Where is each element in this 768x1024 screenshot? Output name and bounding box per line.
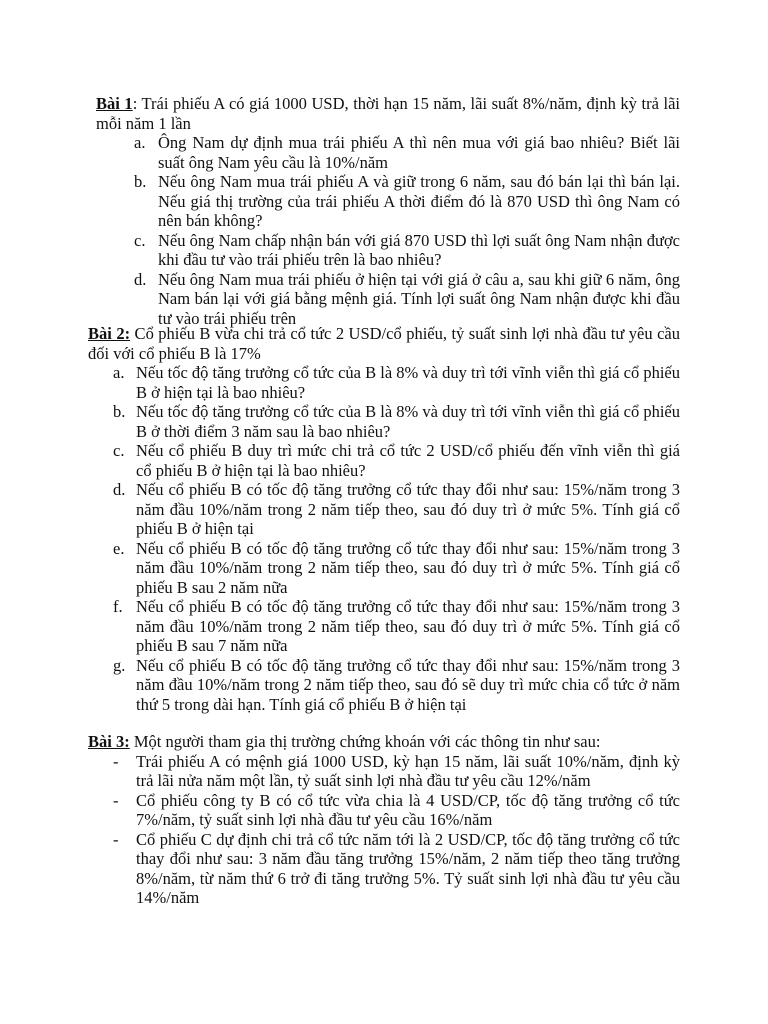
exercise-3-item-stock-b xyxy=(113,790,680,830)
exercise-2-list xyxy=(88,363,680,714)
exercise-2-item-c xyxy=(113,441,680,480)
exercise-2-item-b xyxy=(113,402,680,441)
item-marker: g. xyxy=(113,655,126,675)
exercise-1-item-a xyxy=(134,133,680,172)
exercise-1-intro xyxy=(96,94,680,133)
exercise-2-item-g xyxy=(113,655,680,715)
item-marker: b. xyxy=(134,172,147,191)
exercise-3-item-stock-c xyxy=(113,829,680,908)
exercise-2-item-a xyxy=(113,363,680,402)
item-text: Cổ phiếu công ty B có cổ tức vừa chia là 4 USD/CP, tốc độ tăng trưởng cổ tức 7%/năm, tỷ suất sinh lợi nhà đầu tư yêu cầu 16%/năm xyxy=(136,790,680,829)
item-text: Ông Nam dự định mua trái phiếu A thì nên mua với giá bao nhiêu? Biết lãi suất ông Nam yêu cầu là 10%/năm xyxy=(158,133,680,172)
item-marker: f. xyxy=(113,597,123,616)
item-marker: - xyxy=(113,790,119,810)
item-text: Nếu cổ phiếu B duy trì mức chi trả cổ tức 2 USD/cổ phiếu đến vĩnh viễn thì giá cổ phiếu B ở hiện tại là bao nhiêu? xyxy=(136,441,680,480)
item-marker: - xyxy=(113,751,119,771)
item-text: Nếu tốc độ tăng trưởng cổ tức của B là 8% và duy trì tới vĩnh viễn thì giá cổ phiếu B ở hiện tại là bao nhiêu? xyxy=(136,363,680,402)
exercise-3-intro xyxy=(88,732,680,752)
item-text: Cổ phiếu C dự định chi trả cổ tức năm tới là 2 USD/CP, tốc độ tăng trưởng cổ tức thay đổi như sau: 3 năm đầu tăng trưởng 15%/năm, 2 năm tiếp theo tăng trưởng 8%/năm, từ năm thứ 6 trở đi tăng trưởng 5%. Tỷ suất sinh lợi nhà đầu tư yêu cầu 14%/năm xyxy=(136,829,680,907)
exercise-2-item-f xyxy=(113,597,680,656)
item-text: Nếu tốc độ tăng trưởng cổ tức của B là 8% và duy trì tới vĩnh viễn thì giá cổ phiếu B ở thời điểm 3 năm sau là bao nhiêu? xyxy=(136,402,680,441)
item-text: Nếu ông Nam mua trái phiếu ở hiện tại với giá ở câu a, sau khi giữ 6 năm, ông Nam bán lại với giá bằng mệnh giá. Tính lợi suất ông Nam nhận được khi đầu tư vào trái phiếu trên xyxy=(158,269,680,328)
exercise-3-list xyxy=(88,752,680,908)
exercise-3-item-bond-a xyxy=(113,751,680,791)
item-marker: a. xyxy=(134,133,146,152)
item-text: Nếu cổ phiếu B có tốc độ tăng trưởng cổ tức thay đổi như sau: 15%/năm trong 3 năm đầu 10%/năm trong 2 năm tiếp theo, sau đó duy trì ở mức 5%. Tính giá cổ phiếu B ở hiện tại xyxy=(136,480,680,538)
exercise-1-item-b xyxy=(134,172,680,231)
exercise-3-title: Bài 3: xyxy=(88,732,130,751)
exercise-2-intro xyxy=(88,324,680,363)
exercise-2 xyxy=(88,324,680,714)
exercise-3 xyxy=(88,732,680,908)
item-text: Nếu cổ phiếu B có tốc độ tăng trưởng cổ tức thay đổi như sau: 15%/năm trong 3 năm đầu 10%/năm trong 2 năm tiếp theo, sau đó duy trì ở mức 5%. Tính giá cổ phiếu B sau 7 năm nữa xyxy=(136,597,680,655)
item-text: Nếu ông Nam chấp nhận bán với giá 870 USD thì lợi suất ông Nam nhận được khi đầu tư vào trái phiếu trên là bao nhiêu? xyxy=(158,230,680,269)
exercise-1-intro-text: : Trái phiếu A có giá 1000 USD, thời hạn 15 năm, lãi suất 8%/năm, định kỳ trả lãi mỗi năm 1 lần xyxy=(96,94,681,133)
item-marker: e. xyxy=(113,538,125,558)
exercise-2-item-e xyxy=(113,538,680,598)
exercise-1-list xyxy=(96,133,680,328)
item-text: Trái phiếu A có mệnh giá 1000 USD, kỳ hạn 15 năm, lãi suất 10%/năm, định kỳ trả lãi nửa năm một lần, tỷ suất sinh lợi nhà đầu tư yêu cầu 12%/năm xyxy=(136,751,680,790)
item-marker: d. xyxy=(134,269,147,289)
item-text: Nếu ông Nam mua trái phiếu A và giữ trong 6 năm, sau đó bán lại thì bán lại. Nếu giá thị trường của trái phiếu A thời điểm đó là 870 USD thì ông Nam có nên bán không? xyxy=(158,172,680,230)
item-text: Nếu cổ phiếu B có tốc độ tăng trưởng cổ tức thay đổi như sau: 15%/năm trong 3 năm đầu 10%/năm trong 2 năm tiếp theo, sau đó duy trì ở mức 5%. Tính giá cổ phiếu B sau 2 năm nữa xyxy=(136,538,680,597)
item-text: Nếu cổ phiếu B có tốc độ tăng trưởng cổ tức thay đổi như sau: 15%/năm trong 3 năm đầu 10%/năm trong 2 năm tiếp theo, sau đó sẽ duy trì mức chia cổ tức ở năm thứ 5 trong dài hạn. Tính giá cổ phiếu B ở hiện tại xyxy=(136,655,680,714)
exercise-2-intro-text: Cổ phiếu B vừa chi trả cổ tức 2 USD/cổ phiếu, tỷ suất sinh lợi nhà đầu tư yêu cầu đối với cổ phiếu B là 17% xyxy=(88,324,681,363)
exercise-1 xyxy=(96,94,680,328)
item-marker: a. xyxy=(113,363,125,382)
exercise-2-title: Bài 2: xyxy=(88,324,131,343)
exercise-2-item-d xyxy=(113,480,680,539)
exercise-1-title: Bài 1 xyxy=(96,94,133,113)
item-marker: - xyxy=(113,829,119,849)
exercise-1-item-d xyxy=(134,269,680,329)
exercise-3-intro-text: Một người tham gia thị trường chứng khoán với các thông tin như sau: xyxy=(129,732,601,751)
item-marker: b. xyxy=(113,402,126,421)
item-marker: c. xyxy=(113,441,125,460)
item-marker: d. xyxy=(113,480,126,499)
item-marker: c. xyxy=(134,230,146,250)
exercise-1-item-c xyxy=(134,230,680,270)
